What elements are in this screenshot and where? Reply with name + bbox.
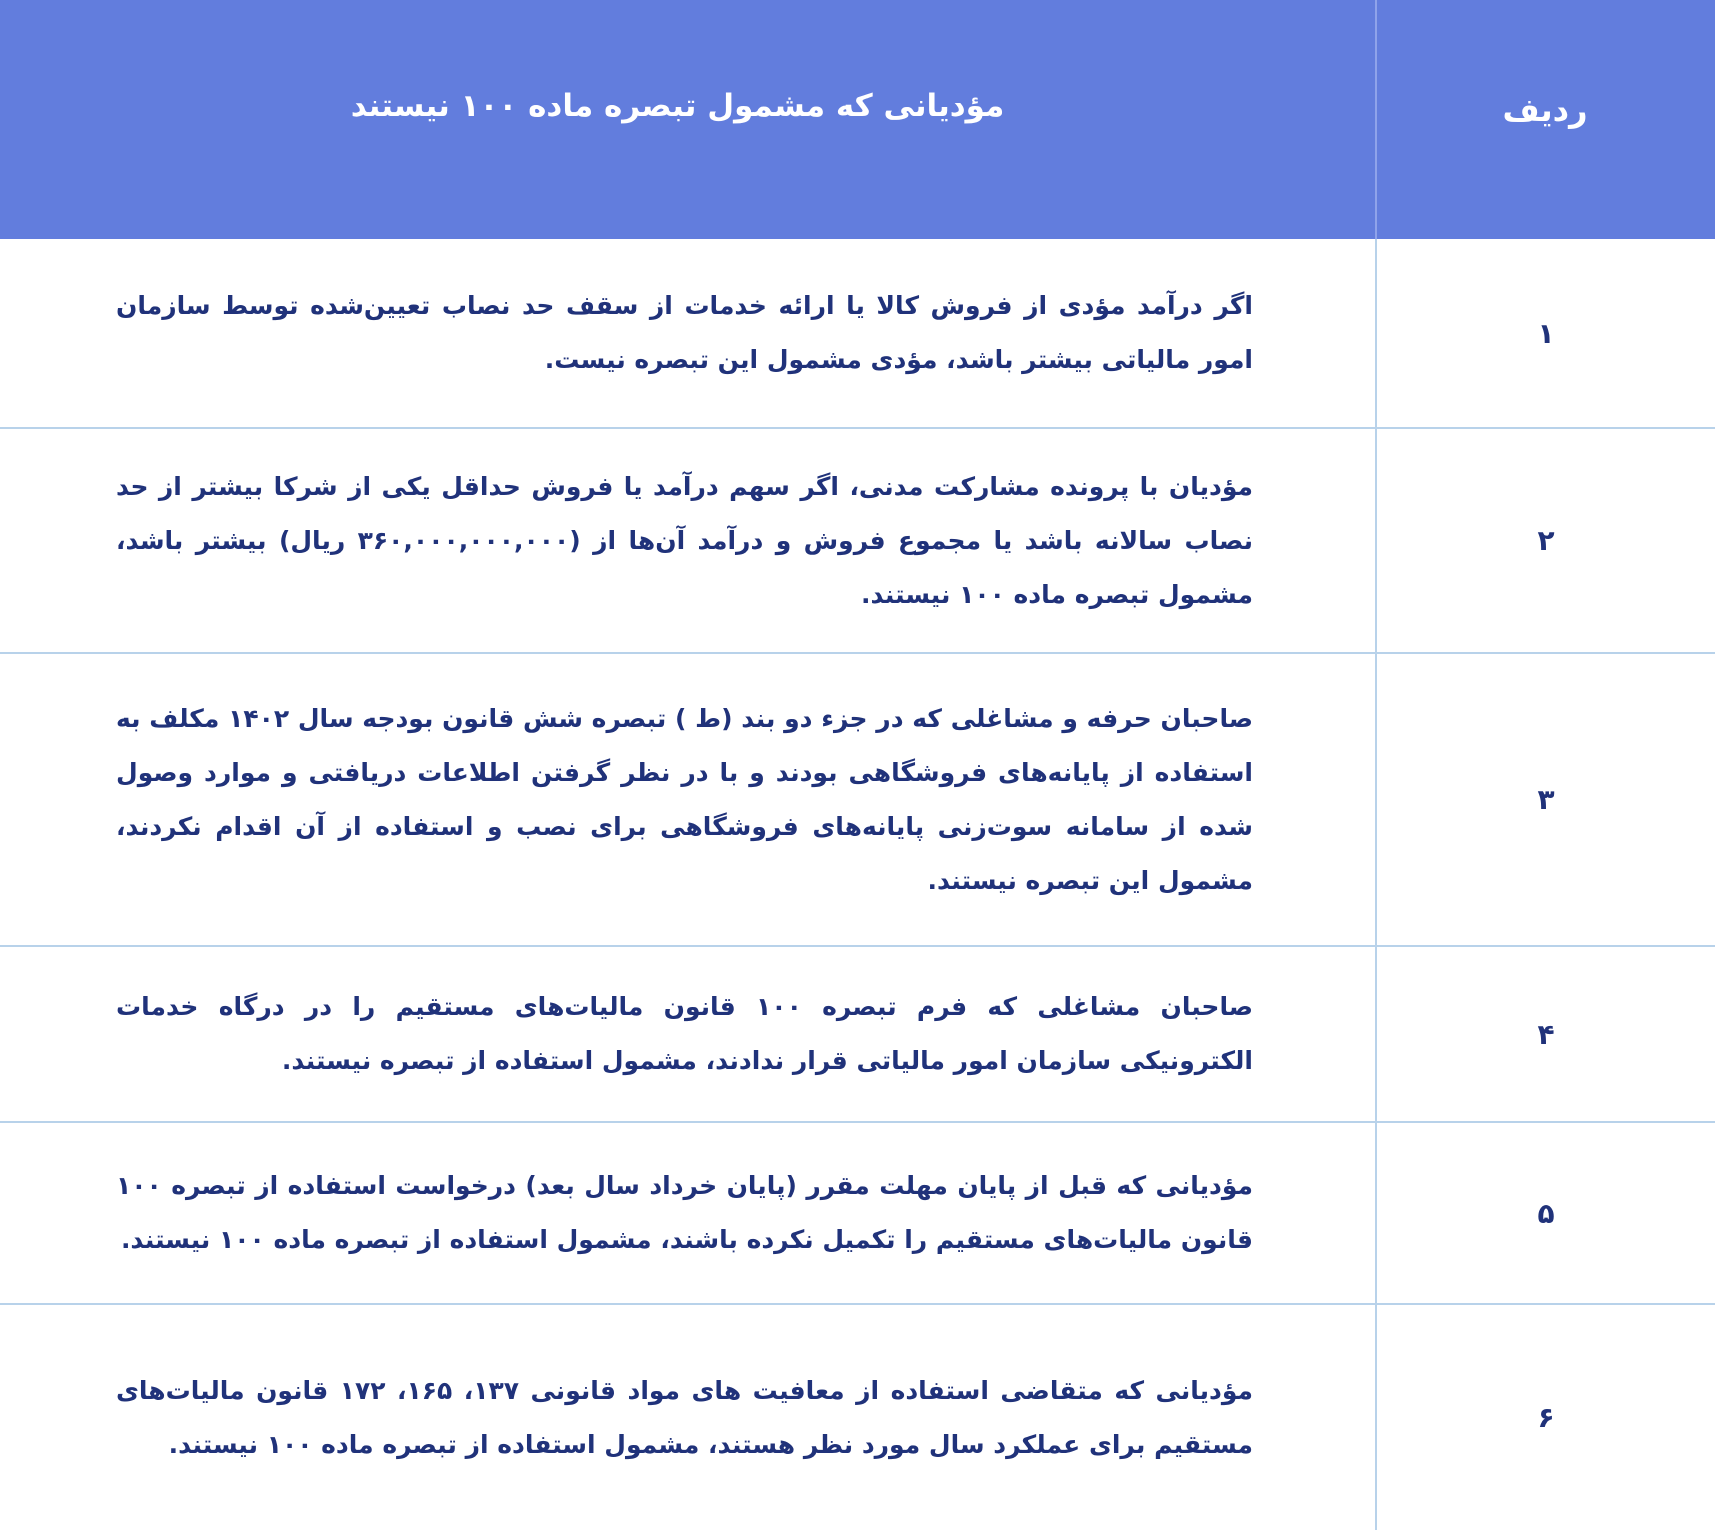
row-number: ۳ [1375,654,1715,945]
header-text-label: مؤدیانی که مشمول تبصره ماده ۱۰۰ نیستند [350,88,1005,124]
row-text: مؤدیان با پرونده مشارکت مدنی، اگر سهم درآمد یا فروش حداقل یکی از شرکا بیشتر از حد نصاب سالانه باشد یا مجموع فروش و درآمد آن‌ها از (۳۶۰,۰۰۰,۰۰۰,۰۰۰ ریال) بیشتر باشد، مشمول تبصره ماده ۱۰۰ نیستند. [116,471,1253,609]
table-row [0,654,1715,947]
row-text: صاحبان مشاغلی که فرم تبصره ۱۰۰ قانون مالیات‌های مستقیم را در درگاه خدمات الکترونیکی سازمان امور مالیاتی قرار ندادند، مشمول استفاده از تبصره نیستند. [116,992,1253,1075]
row-text-cell [0,239,1375,427]
header-number-label: ردیف [1502,91,1588,129]
row-number: ۶ [1375,1305,1715,1530]
row-text: مؤدیانی که متقاضی استفاده از معافیت های مواد قانونی ۱۳۷، ۱۶۵، ۱۷۲ قانون مالیات‌های مستقیم برای عملکرد سال مورد نظر هستند، مشمول استفاده از تبصره ماده ۱۰۰ نیستند. [116,1375,1253,1459]
row-text-cell [0,654,1375,945]
row-text: اگر درآمد مؤدی از فروش کالا یا ارائه خدمات از سقف حد نصاب تعیین‌شده توسط سازمان امور مالیاتی بیشتر باشد، مؤدی مشمول این تبصره نیست. [116,291,1253,374]
row-text-cell [0,1305,1375,1530]
table-row [0,239,1715,429]
header-text-cell [0,0,1375,239]
row-number: ۴ [1375,947,1715,1121]
header-number-cell [1375,0,1715,239]
table-row [0,1123,1715,1305]
row-text-cell [0,947,1375,1121]
table-row [0,429,1715,654]
row-number: ۵ [1375,1123,1715,1303]
row-number: ۱ [1375,239,1715,427]
table-header [0,0,1715,239]
row-text: صاحبان حرفه و مشاغلی که در جزء دو بند (ط ) تبصره شش قانون بودجه سال ۱۴۰۲ مکلف به استفاده از پایانه‌های فروشگاهی بودند و با در نظر گرفتن اطلاعات دریافتی و موارد وصول شده از سامانه سوت‌زنی پایانه‌های فروشگاهی برای نصب و استفاده از آن اقدام نکردند، مشمول این تبصره نیستند. [116,703,1253,895]
table-row [0,947,1715,1123]
row-text: مؤدیانی که قبل از پایان مهلت مقرر (پایان خرداد سال بعد) درخواست استفاده از تبصره ۱۰۰ قانون مالیات‌های مستقیم را تکمیل نکرده باشند، مشمول استفاده از تبصره ماده ۱۰۰ نیستند. [116,1171,1253,1254]
table-row [0,1305,1715,1530]
row-text-cell [0,1123,1375,1303]
row-text-cell [0,429,1375,652]
row-number: ۲ [1375,429,1715,652]
